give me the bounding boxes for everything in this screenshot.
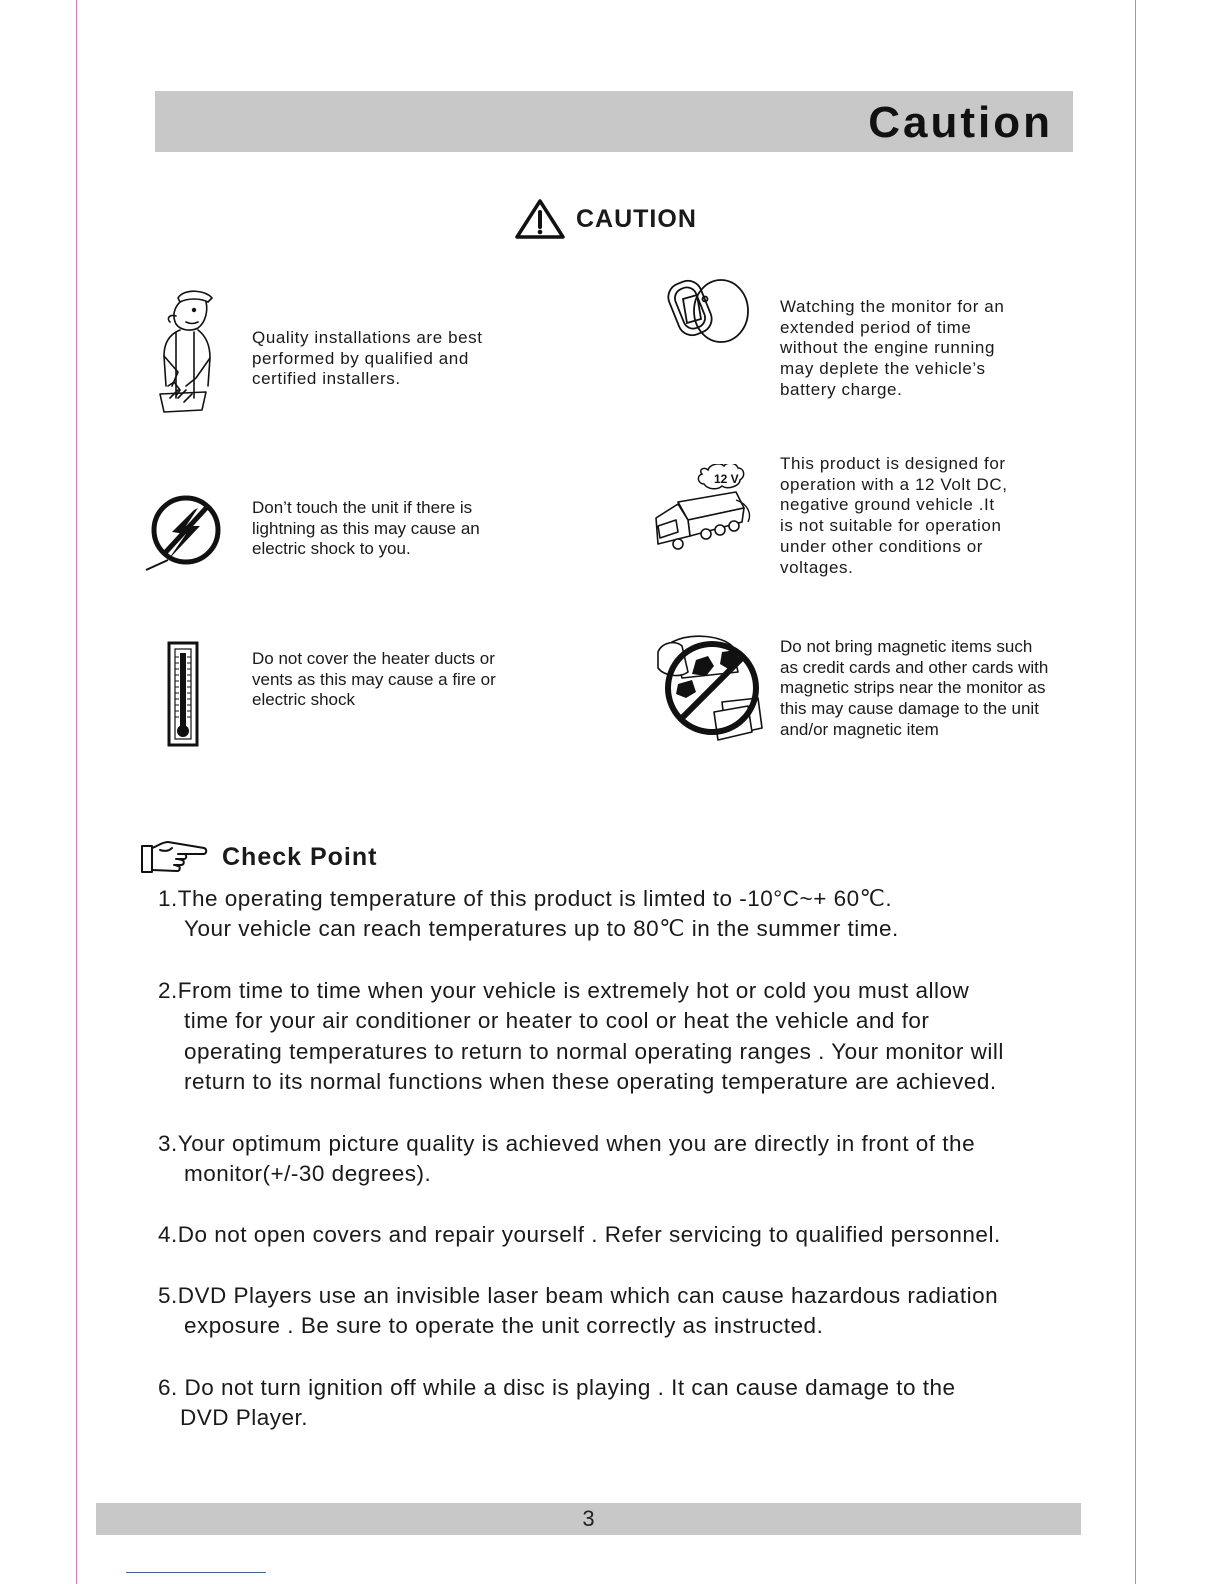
check-point-item-1 <box>158 884 899 945</box>
note-line: and/or magnetic item <box>780 719 939 739</box>
check-line: 4.Do not open covers and repair yourself . Refer servicing to qualified personnel. <box>158 1222 1001 1247</box>
no-magnetic-card-icon <box>652 632 770 744</box>
check-point-heading <box>140 838 377 876</box>
note-line: Do not cover the heater ducts or <box>252 649 495 668</box>
check-point-item-3 <box>158 1129 975 1190</box>
note-installer <box>252 328 483 390</box>
check-line: 1.The operating temperature of this product is limted to -10°C~+ 60℃. <box>158 886 893 911</box>
check-point-item-4 <box>158 1220 1001 1250</box>
page-number: 3 <box>582 1506 595 1531</box>
note-line: Watching the monitor for an <box>780 297 1005 316</box>
installer-person-icon <box>150 286 218 420</box>
caution-heading <box>514 198 697 240</box>
check-line: 5.DVD Players use an invisible laser beam which can cause hazardous radiation <box>158 1283 999 1308</box>
header-bar <box>155 91 1073 152</box>
note-line: this may cause damage to the unit <box>780 699 1039 719</box>
note-voltage <box>780 454 1008 578</box>
caution-label: CAUTION <box>576 204 697 233</box>
note-line: may deplete the vehicle’s <box>780 359 986 379</box>
pointing-hand-icon <box>140 838 208 876</box>
check-line: Your vehicle can reach temperatures up to 80℃ in the summer time. <box>184 916 899 942</box>
note-line: under other conditions or <box>780 536 984 556</box>
note-lightning <box>252 498 480 560</box>
note-line: electric shock <box>252 690 355 710</box>
note-heater <box>252 649 496 711</box>
check-line: 6. Do not turn ignition off while a disc is playing . It can cause damage to the <box>158 1375 956 1400</box>
note-line: This product is designed for <box>780 454 1006 473</box>
note-line: voltages. <box>780 557 854 577</box>
note-line: performed by qualified and <box>252 348 469 368</box>
footer-bar <box>96 1503 1081 1535</box>
footnote-rule <box>126 1572 266 1573</box>
page-border-right <box>1135 0 1136 1584</box>
note-line: Don’t touch the unit if there is <box>252 498 473 517</box>
note-line: battery charge. <box>780 379 903 399</box>
note-line: negative ground vehicle .It <box>780 495 995 515</box>
note-line: extended period of time <box>780 317 972 337</box>
battery-icon <box>661 275 751 345</box>
check-line: 2.From time to time when your vehicle is extremely hot or cold you must allow <box>158 978 970 1003</box>
note-line: without the engine running <box>780 338 996 358</box>
thermometer-icon <box>167 641 199 747</box>
note-line: operation with a 12 Volt DC, <box>780 474 1008 494</box>
note-line: Quality installations are best <box>252 328 483 347</box>
note-line: vents as this may cause a fire or <box>252 669 496 689</box>
note-line: magnetic strips near the monitor as <box>780 678 1046 698</box>
note-magnetic <box>780 637 1048 741</box>
page-border-left <box>76 0 77 1584</box>
note-battery <box>780 297 1004 401</box>
check-line: return to its normal functions when these operating temperature are achieved. <box>184 1069 997 1095</box>
check-line: time for your air conditioner or heater to cool or heat the vehicle and for <box>184 1008 930 1034</box>
check-line: operating temperatures to return to normal operating ranges . Your monitor will <box>184 1038 1004 1064</box>
note-line: is not suitable for operation <box>780 516 1002 536</box>
truck-voltage-label: 12 V <box>714 472 739 486</box>
warning-triangle-icon <box>514 198 566 240</box>
note-line: certified installers. <box>252 369 401 389</box>
check-line: exposure . Be sure to operate the unit correctly as instructed. <box>184 1313 824 1339</box>
note-line: as credit cards and other cards with <box>780 657 1049 677</box>
check-point-item-5 <box>158 1281 998 1342</box>
page-title: Caution <box>868 98 1053 147</box>
check-point-item-2 <box>158 976 1004 1098</box>
no-lightning-icon <box>142 490 226 574</box>
check-line: DVD Player. <box>180 1405 309 1431</box>
truck-12v-icon <box>648 464 758 554</box>
check-line: monitor(+/-30 degrees). <box>184 1161 432 1187</box>
note-line: electric shock to you. <box>252 539 411 559</box>
note-line: lightning as this may cause an <box>252 518 480 538</box>
check-point-item-6 <box>158 1373 956 1434</box>
check-line: 3.Your optimum picture quality is achieved when you are directly in front of the <box>158 1131 976 1156</box>
note-line: Do not bring magnetic items such <box>780 637 1033 656</box>
check-point-title: Check Point <box>222 842 378 871</box>
